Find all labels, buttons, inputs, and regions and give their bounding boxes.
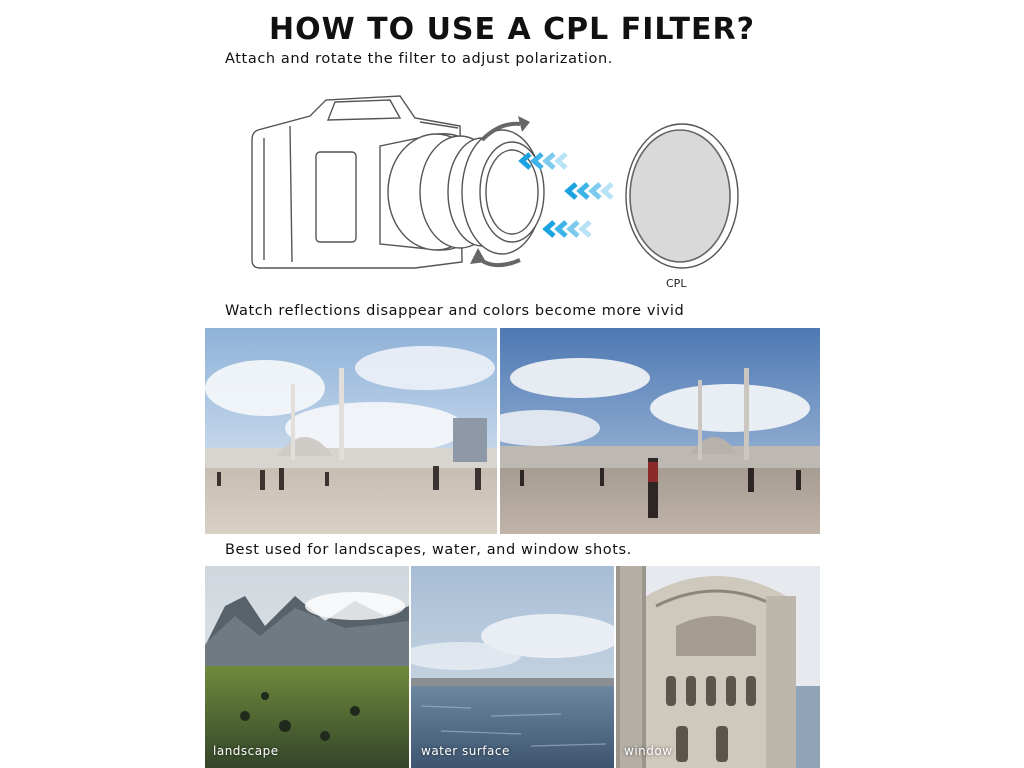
page-title: HOW TO USE A CPL FILTER? [269,12,755,47]
camera-icon [252,96,544,268]
mountain-landscape-photo-icon [205,566,409,768]
photo-landscape [205,566,409,768]
cpl-filter-label: CPL [666,277,687,290]
photo-polarized [500,328,820,534]
mosque-square-photo-icon [205,328,497,534]
label-water-surface: water surface [421,744,510,758]
caption-reflections: Watch reflections disappear and colors become more vivid [225,303,685,319]
ornate-building-photo-icon [616,566,820,768]
cpl-filter-icon [626,124,738,268]
label-window: window [624,744,673,758]
photo-window [616,566,820,768]
photo-water-surface [411,566,614,768]
rotate-arrowhead-icon [470,248,486,264]
camera-filter-diagram [230,78,770,298]
sea-water-photo-icon [411,566,614,768]
photo-unfiltered [205,328,497,534]
label-landscape: landscape [213,744,279,758]
caption-attach: Attach and rotate the filter to adjust polarization. [225,51,614,67]
caption-best-used: Best used for landscapes, water, and window shots. [225,542,632,558]
mosque-square-photo-icon [500,328,820,534]
